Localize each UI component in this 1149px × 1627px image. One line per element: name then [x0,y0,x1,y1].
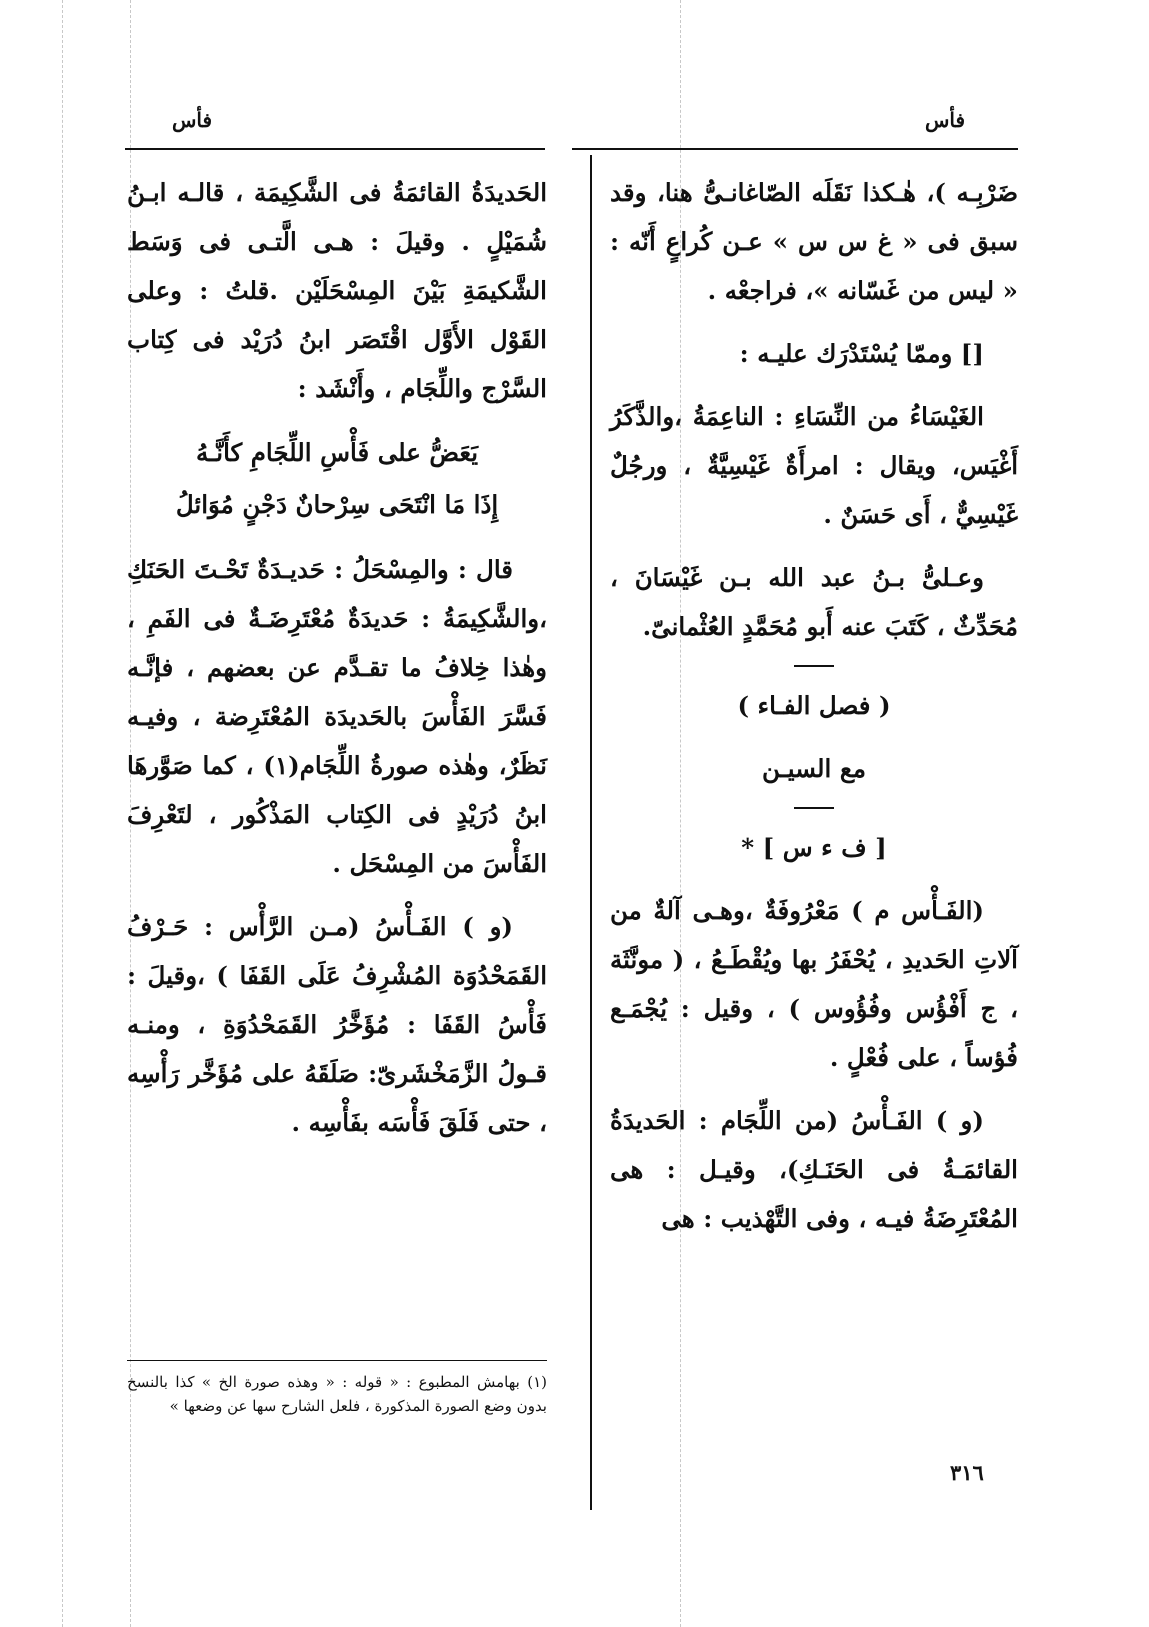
paragraph: الغَيْسَاءُ من النِّسَاءِ : الناعِمَةُ ،والذَّكَرُ أَغْيَس، ويقال : امرأَةٌ غَيْسِيَّةٌ ، ورجُلٌ غَيْسِيٌّ ، أَى حَسَنٌ . [610,402,1018,529]
section-rule [794,665,834,667]
paragraph: وعـلىُّ بـنُ عبد الله بـن غَيْسَانَ ، مُحَدِّثٌ ، كَتَبَ عنه أَبو مُحَمَّدٍ العُثْمانىّ. [610,563,1018,641]
paragraph: الحَديدَةُ القائمَةُ فى الشَّكِيمَة ، قالـه ابـنُ شُمَيْلٍ . وقيلَ : هـى الَّتـى فى وَسَط الشَّكيمَةِ بَيْنَ المِسْحَلَيْن .قلتُ : وعلى القَوْل الأَوَّل اقْتَصَر ابنُ دُرَيْد فى كِتاب السَّرْج واللِّجَام ، وأَنْشَد : [127,178,547,403]
paragraph: (و ) الفَـأْسُ (مـن الرَّأْس : حَـرْفُ القَمَحْدُوَة المُشْرِفُ عَلَى القَفَا ) ،وقيلَ : فَأْسُ القَفَا : مُؤَخَّرُ القَمَحْدُوَةِ ، ومنـه قـولُ الزَّمَخْشَرىّ: صَلَقَهُ على مُؤَخَّر رَأْسِه ، حتى فَلَقَ فَأْسَه بفَأْسِه . [127,912,547,1137]
paragraph: (و ) الفَـأْسُ (من اللِّجَام : الحَديدَةُ القائمَـةُ فى الحَنَـكِ)، وقيـل : هى المُعْتَرِضَةُ فيـه ، وفى التَّهْذيب : هى [610,1106,1018,1233]
footnote: (١) بهامش المطبوع : « قوله : « وهذه صورة الخ » كذا بالنسخ بدون وضع الصورة المذكورة ، فلعل الشارح سها عن وضعها » [127,1373,547,1415]
paragraph: [] وممّا يُسْتَدْرَك عليـه : [739,339,984,368]
column-divider [590,155,592,1510]
left-running-head: فأس [172,108,213,132]
paragraph: قال : والمِسْحَلُ : حَديـدَةٌ تَحْـتَ الحَنَكِ ،والشَّكِيمَةُ : حَديدَةٌ مُعْتَرِضَـةٌ فى الفَمِ ، وهٰذا خِلافُ ما تقـدَّم عن بعضهم ، فإنَّـه فَسَّرَ الفَأْسَ بالحَديدَة المُعْتَرِضة ، وفيـه نَظَرٌ، وهٰذه صورةُ اللِّجَام(١) ، كما صَوَّرهَا ابنُ دُرَيْدٍ فى الكِتاب المَذْكُور ، لتَعْرِفَ الفَأْسَ من المِسْحَل . [127,555,547,878]
section-subtitle: مع السيـن [761,754,867,783]
scan-guide-line [62,0,63,1627]
right-column [610,168,1018,1257]
paragraph: (الفَـأْس م ) مَعْرُوفَةٌ ،وهـى آلةٌ من آلاتِ الحَديدِ ، يُحْفَرُ بها ويُقْطَـعُ ، ( مونَّثَة ، ج أَفْؤُس وفُؤُوس ) ، وقيل : يُجْمَـع فُؤساً ، على فُعْلٍ . [610,896,1018,1072]
root-entry: [ ف ء س ] * [741,833,887,862]
left-column [127,168,547,1161]
verse-line: إِذَا مَا انْتَحَى سِرْحانٌ دَجْنٍ مُوَائلُ [175,490,499,519]
verse [127,427,547,531]
paragraph: ضَرْبِـه )، هٰـكذا نَقَلَه الصّاغانـىُّ هنا، وقد سبق فى « غ س س » عـن كُراعٍ أَنّه : « ليس من غَسّانه »، فراجعْه . [610,178,1018,305]
page-number: ٣١٦ [950,1460,984,1485]
verse-line: يَعَضُّ على فَأْسِ اللِّجَامِ كأَنَّـهُ [195,438,479,467]
section-title: ( فصل الفـاء ) [737,691,891,720]
section-rule [794,807,834,809]
right-running-head: فأس [925,108,966,132]
right-header-rule [572,148,1018,150]
left-header-rule [125,148,545,150]
footnote-rule [127,1360,547,1361]
